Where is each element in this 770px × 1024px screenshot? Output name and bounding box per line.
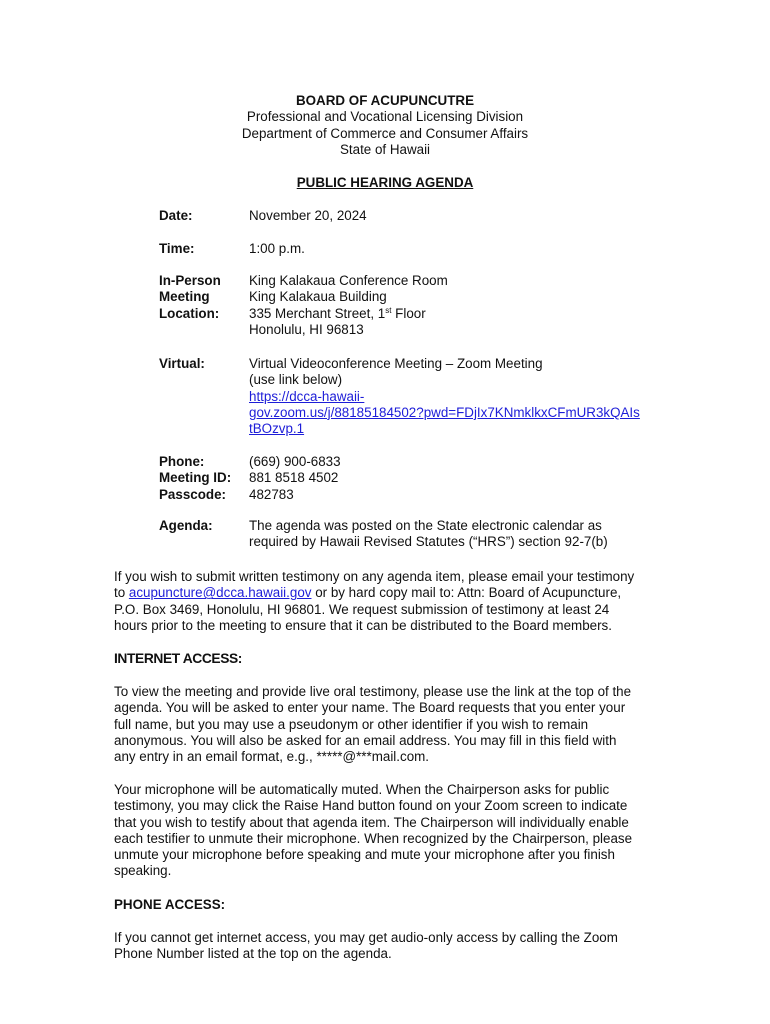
date-label: Date:	[159, 208, 193, 223]
agenda-row	[159, 518, 679, 552]
internet-access-heading: INTERNET ACCESS:	[114, 651, 242, 666]
date-value: November 20, 2024	[249, 208, 367, 223]
meeting-id-label: Meeting ID:	[159, 470, 232, 486]
document-header	[0, 93, 770, 158]
virtual-value	[249, 356, 719, 437]
phone-label: Phone:	[159, 454, 205, 469]
phone-block	[159, 454, 679, 504]
division-name: Professional and Vocational Licensing Division	[246, 109, 524, 125]
zoom-link-cont[interactable]: gov.zoom.us/j/88185184502?pwd=FDjIx7KNmklkxCFmUR3kQAIs	[249, 404, 640, 420]
agenda-line-2: required by Hawaii Revised Statutes (“HRS”) section 92-7(b)	[249, 534, 608, 550]
time-value: 1:00 p.m.	[249, 241, 305, 256]
agenda-label: Agenda:	[159, 518, 213, 533]
passcode-value: 482783	[249, 486, 294, 502]
meeting-id-value: 881 8518 4502	[249, 470, 339, 486]
virtual-row	[159, 356, 719, 438]
zoom-link-end[interactable]: tBOzvp.1	[249, 421, 305, 437]
internet-access-paragraph-1: To view the meeting and provide live oral testimony, please use the link at the top of the agenda. You will be asked to enter your name. The Board requests that you enter your full name, but you may use a pseudonym or other identifier if you wish to remain anonymous. You will also be asked for an email address. You may fill in this field with any entry in an email format, e.g., *****@***mail.com.	[114, 684, 632, 765]
virtual-description: Virtual Videoconference Meeting – Zoom Meeting	[249, 356, 543, 371]
agenda-line-1: The agenda was posted on the State electronic calendar as	[249, 518, 602, 533]
location-city: Honolulu, HI 96813	[249, 321, 364, 337]
testimony-email-link[interactable]: acupuncture@dcca.hawaii.gov	[128, 585, 312, 601]
location-row	[159, 273, 679, 339]
phone-access-heading: PHONE ACCESS:	[114, 897, 226, 912]
virtual-label: Virtual:	[159, 356, 205, 371]
department-name: Department of Commerce and Consumer Affairs	[241, 125, 529, 141]
location-building: King Kalakaua Building	[249, 289, 387, 305]
location-label: In-Person Meeting Location:	[159, 273, 221, 321]
virtual-note: (use link below)	[249, 372, 343, 388]
location-room: King Kalakaua Conference Room	[249, 273, 448, 288]
passcode-label: Passcode:	[159, 486, 226, 502]
agenda-title: PUBLIC HEARING AGENDA	[296, 175, 474, 190]
zoom-link[interactable]: https://dcca-hawaii-	[249, 388, 365, 404]
location-street: 335 Merchant Street, 1st Floor	[249, 305, 426, 321]
phone-value: (669) 900-6833	[249, 454, 341, 469]
board-name: BOARD OF ACUPUNCUTRE	[295, 93, 475, 108]
phone-access-paragraph: If you cannot get internet access, you may get audio-only access by calling the Zoom Phone Number listed at the top on the agenda.	[114, 930, 618, 962]
location-value	[249, 273, 669, 338]
testimony-paragraph: If you wish to submit written testimony on any agenda item, please email your testimony to acupuncture@dcca.hawaii.gov or by hard copy mail to: Attn: Board of Acupuncture, P.O. Box 3469, Honolulu, HI 96801. We request submission of testimony at least 24 hours prior to the meeting to ensure that it can be distributed to the Board members.	[114, 569, 635, 633]
time-label: Time:	[159, 241, 195, 256]
state-name: State of Hawaii	[339, 141, 431, 157]
internet-access-paragraph-2: Your microphone will be automatically muted. When the Chairperson asks for public testimony, you may click the Raise Hand button found on your Zoom screen to indicate that you wish to testify about that agenda item. The Chairperson will individually enable each testifier to unmute their microphone. When recognized by the Chairperson, please unmute your microphone before speaking and mute your microphone after you finish speaking.	[114, 782, 633, 879]
